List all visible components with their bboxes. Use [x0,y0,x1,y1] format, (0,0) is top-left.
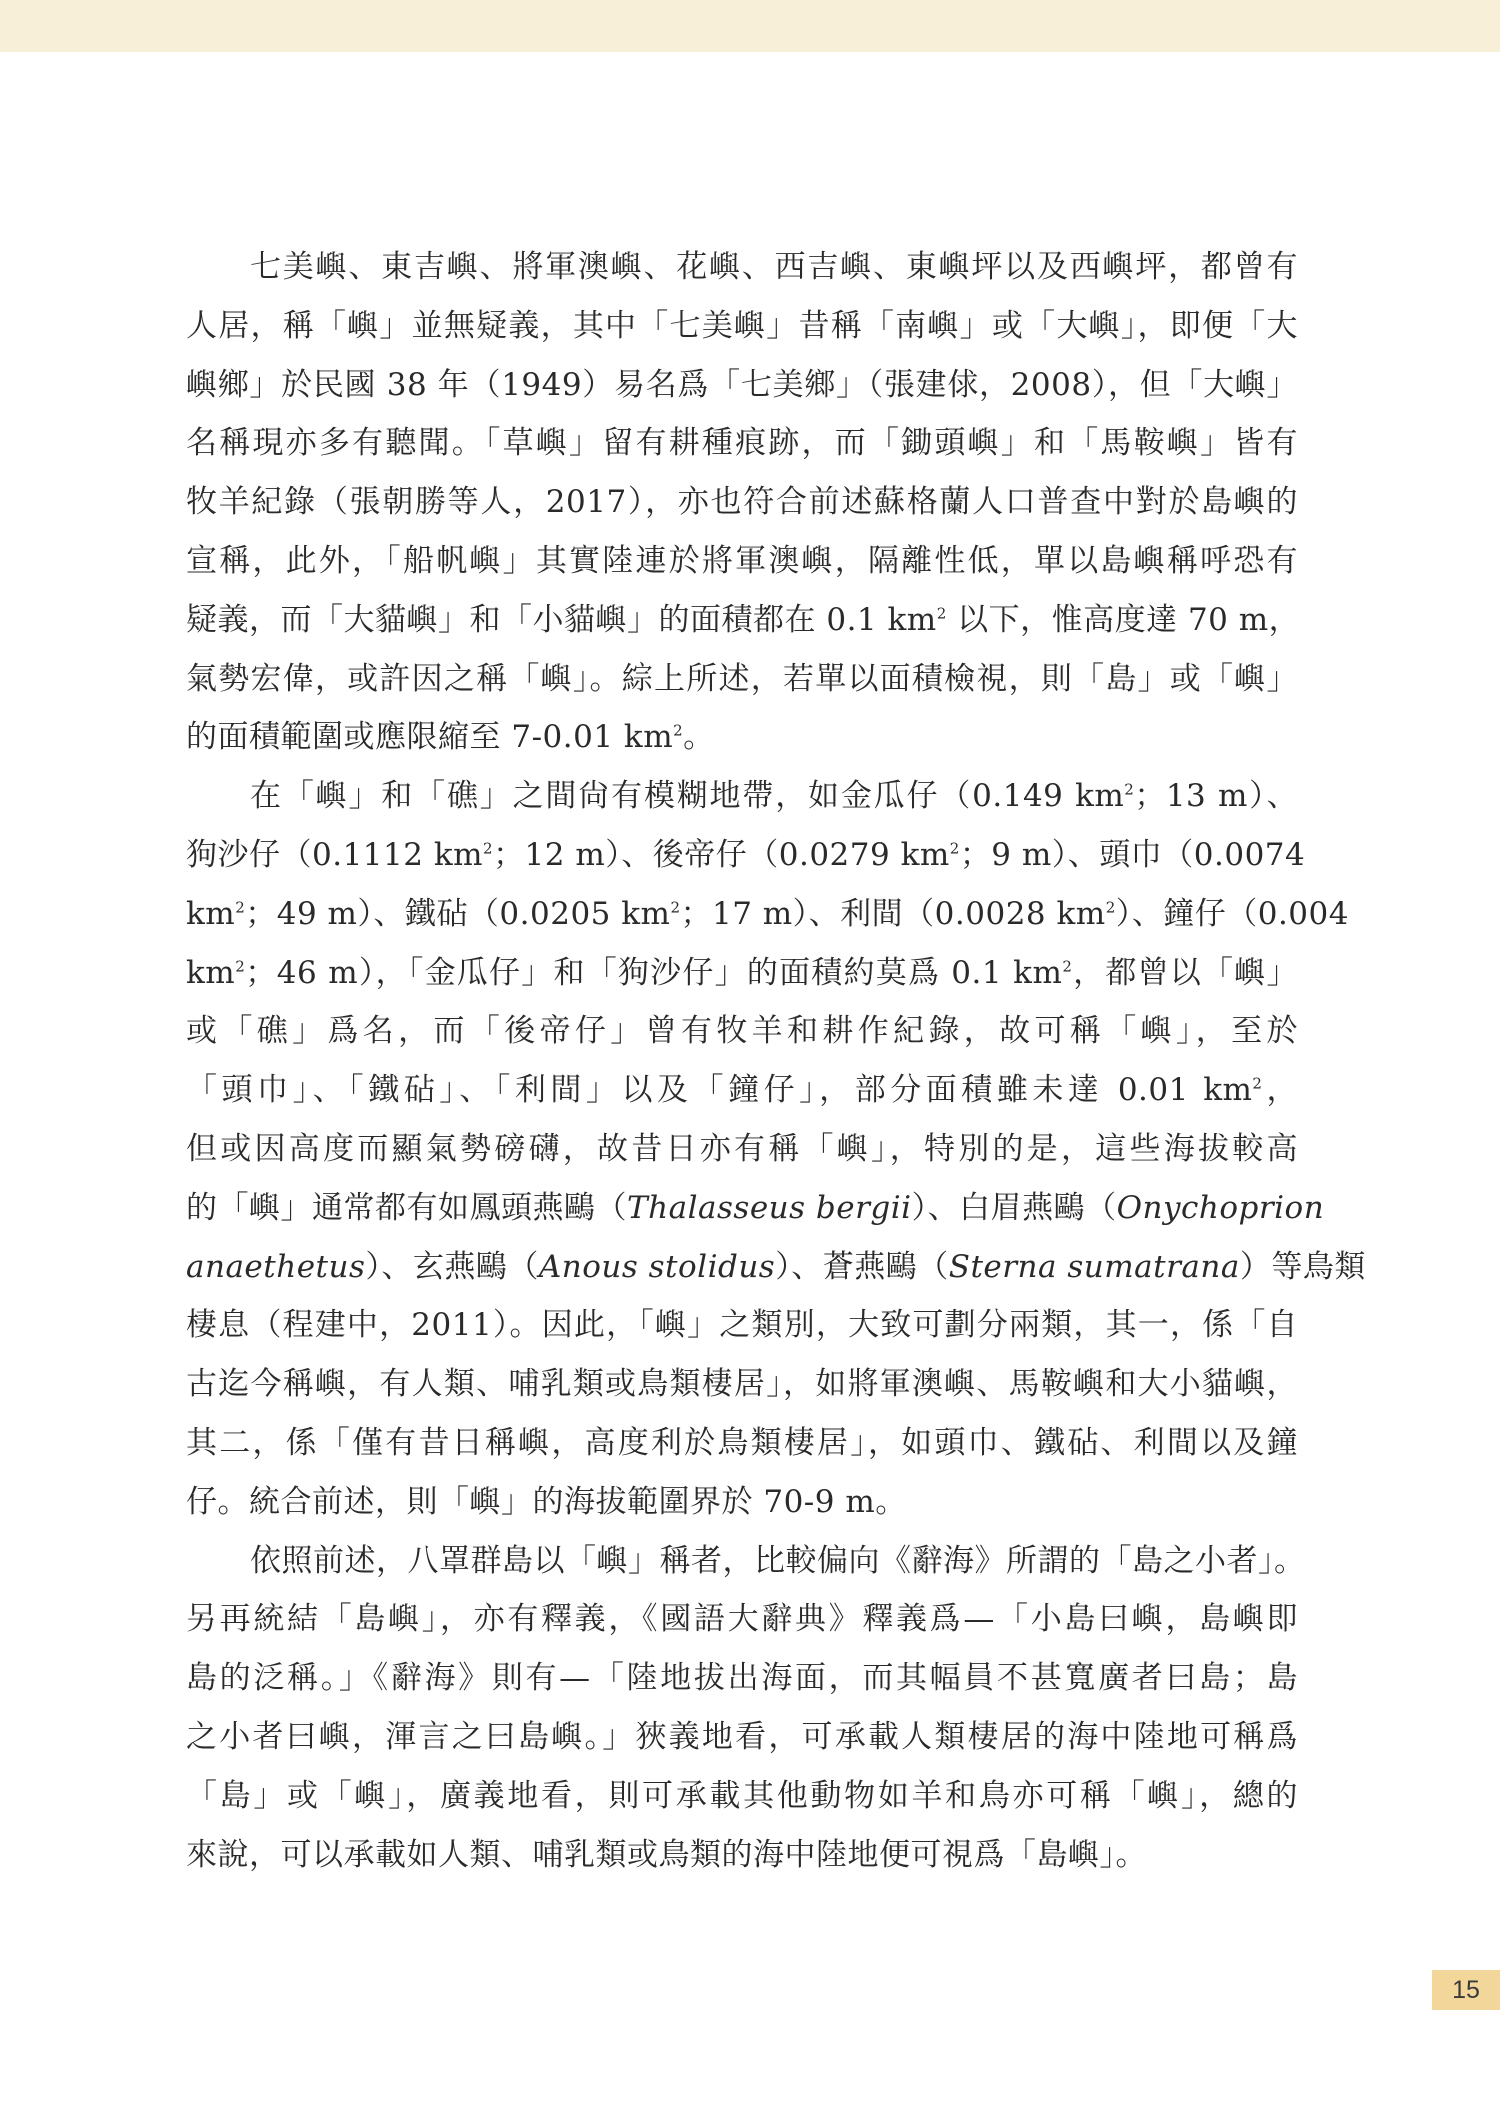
text-line [186,1355,1298,1414]
text-line [186,238,1298,297]
superscript: 2 [1105,898,1116,917]
text-line [186,356,1298,415]
text-span: ；49 m）、鐵砧（0.0205 km [245,895,671,932]
text-span: 氣勢宏偉，或許因之稱「嶼」。綜上所述，若單以面積檢視，則「島」或「嶼」 [186,660,1298,697]
text-span: 棲息（程建中，2011）。因此，「嶼」之類別，大致可劃分兩類，其一，係「自 [186,1307,1298,1344]
text-span: ）、蒼燕鷗（ [775,1248,949,1285]
superscript: 2 [670,898,681,917]
text-line [186,297,1298,356]
text-span: ，都曾以「嶼」 [1072,954,1298,991]
text-line [186,1120,1298,1179]
text-line [186,473,1298,532]
text-span: 牧羊紀錄（張朝勝等人，2017），亦也符合前述蘇格蘭人口普查中對於島嶼的 [186,484,1298,521]
text-span: 「頭巾」、「鐵砧」、「利間」以及「鐘仔」，部分面積雖未達 0.01 km [186,1072,1253,1109]
text-line [186,1061,1298,1120]
text-line [186,1238,1366,1297]
text-line [186,1708,1298,1767]
text-span: 另再統結「島嶼」，亦有釋義，《國語大辭典》釋義爲—「小島曰嶼，島嶼即 [186,1601,1298,1638]
text-span: 或「礁」爲名，而「後帝仔」曾有牧羊和耕作紀錄，故可稱「嶼」，至於 [186,1013,1298,1050]
text-span: 但或因高度而顯氣勢磅礴，故昔日亦有稱「嶼」，特別的是，這些海拔較高 [186,1130,1298,1167]
text-line [186,1296,1298,1355]
text-span: 「島」或「嶼」，廣義地看，則可承載其他動物如羊和鳥亦可稱「嶼」，總的 [186,1777,1298,1814]
text-line [186,1414,1298,1473]
text-span: 七美嶼、東吉嶼、將軍澳嶼、花嶼、西吉嶼、東嶼坪以及西嶼坪，都曾有 [250,249,1298,285]
superscript: 2 [1124,780,1135,799]
text-span: 嶼鄉」於民國 38 年（1949）易名爲「七美鄉」（張建俅，2008），但「大嶼」 [186,366,1298,403]
text-span: ；9 m）、頭巾（0.0074 [959,836,1306,873]
superscript: 2 [1252,1074,1263,1093]
italic-text: Anous stolidus [538,1248,776,1285]
text-line [186,532,1298,591]
text-span: ；17 m）、利間（0.0028 km [680,895,1106,932]
text-span: km [186,895,236,932]
top-color-band [0,0,1500,52]
text-line [186,1767,1298,1826]
text-span: ， [1262,1072,1299,1109]
text-span: ）、玄燕鷗（ [365,1248,539,1285]
text-span: 在「嶼」和「礁」之間尙有模糊地帶，如金瓜仔（0.149 km [250,778,1125,815]
text-span: 古迄今稱嶼，有人類、哺乳類或鳥類棲居」，如將軍澳嶼、馬鞍嶼和大小貓嶼， [186,1366,1298,1403]
text-span: 依照前述，八罩群島以「嶼」稱者，比較偏向《辭海》所謂的「島之小者」。 [250,1542,1306,1579]
italic-text: Sterna sumatrana [948,1248,1240,1285]
text-span: 狗沙仔（0.1112 km [186,836,484,873]
superscript: 2 [1062,957,1073,976]
text-line [186,1826,1298,1885]
text-span: 的「嶼」通常都有如鳳頭燕鷗（ [186,1189,627,1226]
text-span: 以下，惟高度達 70 m， [946,601,1301,638]
text-line [186,885,1349,944]
text-span: 的面積範圍或應限縮至 7-0.01 km [186,719,674,756]
text-span: 之小者曰嶼，渾言之曰島嶼。」狹義地看，可承載人類棲居的海中陸地可稱爲 [186,1718,1298,1755]
text-span: 其二，係「僅有昔日稱嶼，高度利於鳥類棲居」，如頭巾、鐵砧、利間以及鐘 [186,1424,1298,1461]
superscript: 2 [673,722,684,741]
italic-text: Onychoprion [1116,1189,1325,1226]
superscript: 2 [235,957,246,976]
text-line [186,944,1298,1003]
text-span: 疑義，而「大貓嶼」和「小貓嶼」的面積都在 0.1 km [186,601,937,638]
superscript: 2 [949,839,960,858]
italic-text: anaethetus [186,1248,366,1285]
text-span: 。 [683,719,715,756]
text-span: 仔。統合前述，則「嶼」的海拔範圍界於 70-9 m。 [186,1483,907,1520]
text-span: ；46 m），「金瓜仔」和「狗沙仔」的面積約莫爲 0.1 km [245,954,1063,991]
text-span: ）、白眉燕鷗（ [911,1189,1117,1226]
italic-text: Thalasseus bergii [627,1189,912,1226]
superscript: 2 [235,898,246,917]
text-span: 人居，稱「嶼」並無疑義，其中「七美嶼」昔稱「南嶼」或「大嶼」，即便「大 [186,307,1298,344]
text-line [186,414,1298,473]
text-line [186,1590,1298,1649]
text-span: 名稱現亦多有聽聞。「草嶼」留有耕種痕跡，而「鋤頭嶼」和「馬鞍嶼」皆有 [186,425,1298,462]
text-span: ）、鐘仔（0.004 [1115,895,1349,932]
page-number: 15 [1432,1970,1500,2010]
text-line [186,1649,1298,1708]
text-line [186,591,1301,650]
text-line [186,1532,1306,1591]
text-span: km [186,954,236,991]
text-span: ；12 m）、後帝仔（0.0279 km [493,836,950,873]
text-span: 宣稱，此外，「船帆嶼」其實陸連於將軍澳嶼，隔離性低，單以島嶼稱呼恐有 [186,542,1298,579]
text-line [186,767,1298,826]
text-span: ）等鳥類 [1239,1248,1366,1285]
body-text [186,238,1366,1884]
superscript: 2 [483,839,494,858]
text-line [186,826,1306,885]
text-line [186,1002,1298,1061]
text-line [186,1473,1298,1532]
superscript: 2 [936,604,947,623]
text-span: ；13 m）、 [1134,778,1299,815]
text-span: 島的泛稱。」《辭海》則有—「陸地拔出海面，而其幅員不甚寬廣者曰島；島 [186,1660,1298,1697]
text-span: 來說，可以承載如人類、哺乳類或鳥類的海中陸地便可視爲「島嶼」。 [186,1836,1147,1873]
text-line [186,708,1298,767]
text-line [186,1179,1325,1238]
text-line [186,650,1298,709]
